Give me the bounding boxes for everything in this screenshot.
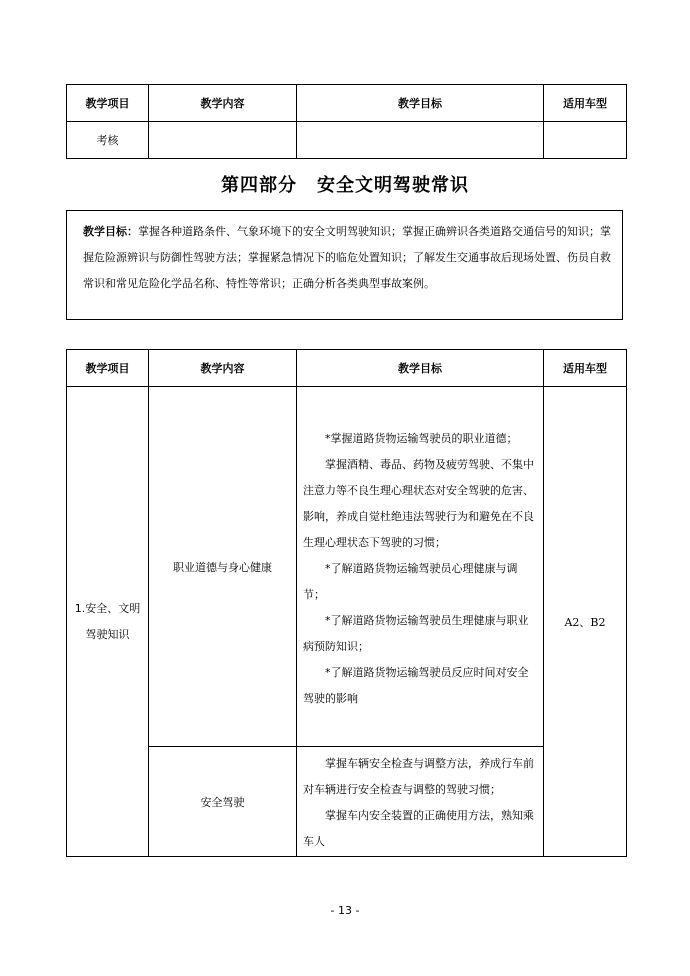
vehicle-cell: A2、B2 bbox=[544, 387, 627, 857]
objective-item: 掌握酒精、毒品、药物及疲劳驾驶、不集中注意力等不良生理心理状态对安全驾驶的危害、影响，养成自觉杜绝违法驾驶行为和避免在不良生理心理状态下驾驶的习惯； bbox=[303, 457, 534, 549]
section-name: 安全文明驾驶常识 bbox=[317, 175, 469, 196]
cell-empty bbox=[297, 122, 544, 159]
cell-assessment: 考核 bbox=[67, 122, 149, 159]
content-cell: 职业道德与身心健康 bbox=[149, 387, 297, 747]
header-objective: 教学目标 bbox=[297, 85, 544, 122]
section-title bbox=[0, 171, 690, 197]
header-project: 教学项目 bbox=[67, 350, 149, 387]
section-part: 第四部分 bbox=[221, 175, 297, 196]
curriculum-table bbox=[66, 349, 627, 857]
project-line-1: 1.安全、文明 bbox=[74, 601, 141, 615]
page-number: - 13 - bbox=[330, 904, 360, 917]
header-vehicle: 适用车型 bbox=[544, 350, 627, 387]
objective-cell bbox=[297, 387, 544, 747]
header-content: 教学内容 bbox=[149, 85, 297, 122]
objective-item: 掌握车内安全装置的正确使用方法，熟知乘车人 bbox=[303, 809, 534, 848]
objective-item: *了解道路货物运输驾驶员心理健康与调节； bbox=[303, 561, 518, 601]
objective-item: *掌握道路货物运输驾驶员的职业道德； bbox=[325, 431, 518, 445]
cell-empty bbox=[544, 122, 627, 159]
teaching-goal-box bbox=[66, 210, 623, 320]
project-cell bbox=[67, 387, 149, 857]
objective-item: 掌握车辆安全检查与调整方法，养成行车前对车辆进行安全检查与调整的驾驶习惯； bbox=[303, 757, 534, 796]
goal-label: 教学目标： bbox=[83, 225, 138, 238]
header-objective: 教学目标 bbox=[297, 350, 544, 387]
content-cell: 安全驾驶 bbox=[149, 747, 297, 857]
assessment-table bbox=[66, 84, 627, 159]
header-project: 教学项目 bbox=[67, 85, 149, 122]
objective-cell bbox=[297, 747, 544, 857]
header-content: 教学内容 bbox=[149, 350, 297, 387]
project-line-2: 驾驶知识 bbox=[85, 627, 130, 641]
goal-text: 掌握各种道路条件、气象环境下的安全文明驾驶知识；掌握正确辨识各类道路交通信号的知识；掌握危险源辨识与防御性驾驶方法；掌握紧急情况下的临危处置知识；了解发生交通事故后现场处置、伤员自救常识和常见危险化学品名称、特性等常识；正确分析各类典型事故案例。 bbox=[83, 225, 611, 290]
header-vehicle: 适用车型 bbox=[544, 85, 627, 122]
cell-empty bbox=[149, 122, 297, 159]
objective-item: *了解道路货物运输驾驶员生理健康与职业病预防知识； bbox=[303, 613, 529, 653]
objective-item: *了解道路货物运输驾驶员反应时间对安全驾驶的影响 bbox=[303, 665, 529, 705]
